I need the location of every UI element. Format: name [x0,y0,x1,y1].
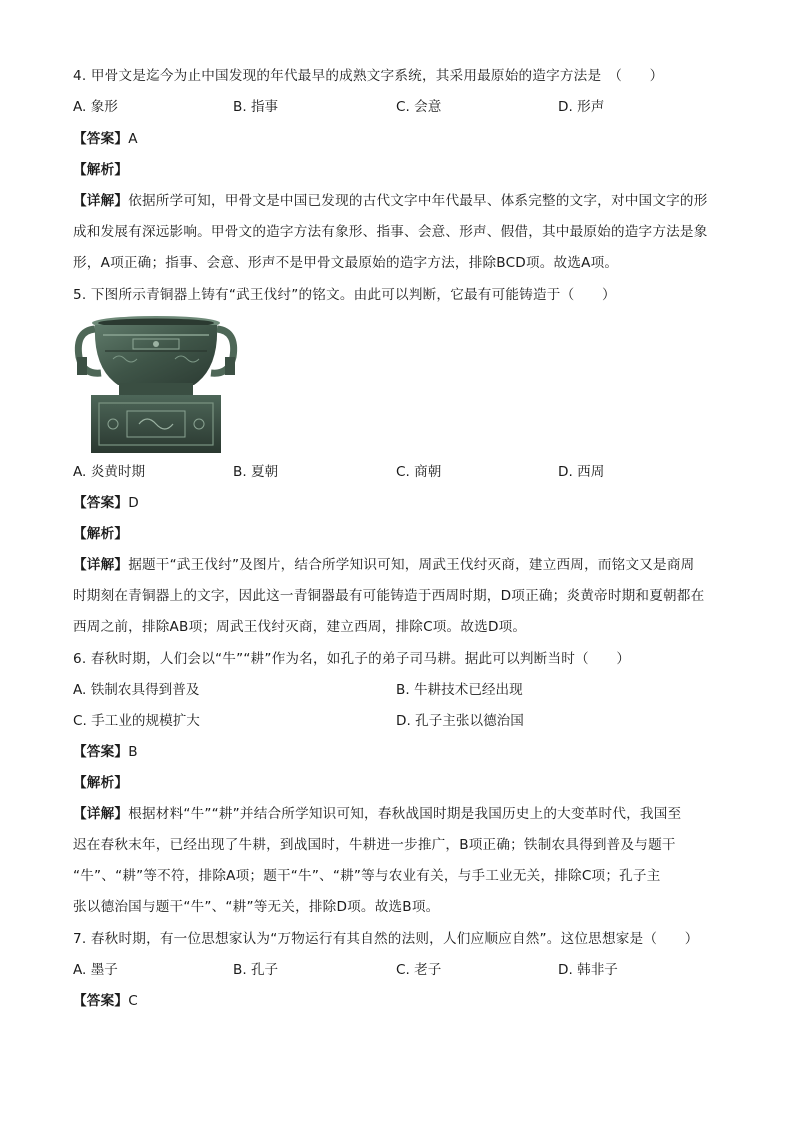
detail-label: 【详解】 [73,557,129,573]
q6-option-c: C. 手工业的规模扩大 [73,713,200,729]
q5-option-b: B. 夏朝 [233,464,279,480]
answer-value: A [128,131,138,147]
q6-answer [73,742,138,762]
answer-label: 【答案】 [73,495,129,511]
q5-stem: 5. 下图所示青铜器上铸有“武王伐纣”的铭文。由此可以判断，它最有可能铸造于（ ） [73,287,616,303]
detail-label: 【详解】 [73,806,129,822]
q4-stem: 4. 甲骨文是迄今为止中国发现的年代最早的成熟文字系统，其采用最原始的造字方法是 （ ） [73,68,664,84]
q7-option-d: D. 韩非子 [558,962,618,978]
q6-analysis-label: 【解析】 [73,775,129,791]
q5-detail-line-1: 【详解】据题干“武王伐纣”及图片，结合所学知识可知，周武王伐纣灭商，建立西周，而铭文又是商周 [73,557,695,573]
answer-value: C [128,993,138,1009]
q4-detail-line-2: 成和发展有深远影响。甲骨文的造字方法有象形、指事、会意、形声、假借，其中最原始的造字方法是象 [73,224,708,240]
q7-stem: 7. 春秋时期，有一位思想家认为“万物运行有其自然的法则，人们应顺应自然”。这位思想家是（ ） [73,931,699,947]
answer-label: 【答案】 [73,993,129,1009]
answer-label: 【答案】 [73,744,129,760]
answer-value: B [128,744,138,760]
q4-detail-line-1: 【详解】依据所学可知，甲骨文是中国已发现的古代文字中年代最早、体系完整的文字，对中国文字的形 [73,193,708,209]
q5-analysis-label: 【解析】 [73,526,129,542]
q4-answer [73,129,138,149]
bronze-gui-vessel-illustration [73,313,240,453]
q6-option-d: D. 孔子主张以德治国 [396,713,524,729]
q5-option-a: A. 炎黄时期 [73,464,146,480]
q5-detail-line-2: 时期刻在青铜器上的文字，因此这一青铜器最有可能铸造于西周时期，D项正确；炎黄帝时期和夏朝都在 [73,588,705,604]
q7-option-b: B. 孔子 [233,962,279,978]
q6-detail-line-4: 张以德治国与题干“牛”、“耕”等无关，排除D项。故选B项。 [73,899,440,915]
q7-option-a: A. 墨子 [73,962,118,978]
q4-option-c: C. 会意 [396,99,442,115]
q7-answer [73,991,138,1011]
q4-detail-line-3: 形，A项正确；指事、会意、形声不是甲骨文最原始的造字方法，排除BCD项。故选A项。 [73,255,619,271]
q6-option-a: A. 铁制农具得到普及 [73,682,200,698]
q5-option-d: D. 西周 [558,464,605,480]
answer-value: D [128,495,139,511]
q4-option-b: B. 指事 [233,99,279,115]
q4-analysis-label: 【解析】 [73,162,129,178]
q4-option-a: A. 象形 [73,99,118,115]
q6-detail-line-1: 【详解】根据材料“牛”“耕”并结合所学知识可知，春秋战国时期是我国历史上的大变革时代，我国至 [73,806,682,822]
answer-label: 【答案】 [73,131,129,147]
bronze-vessel-image [73,313,240,453]
q5-detail-line-3: 西周之前，排除AB项；周武王伐纣灭商，建立西周，排除C项。故选D项。 [73,619,527,635]
q7-option-c: C. 老子 [396,962,442,978]
q6-option-b: B. 牛耕技术已经出现 [396,682,523,698]
detail-label: 【详解】 [73,193,129,209]
q6-detail-line-3: “牛”、“耕”等不符，排除A项；题干“牛”、“耕”等与农业有关，与手工业无关，排除C项；孔子主 [73,868,661,884]
q5-option-c: C. 商朝 [396,464,442,480]
q4-option-d: D. 形声 [558,99,605,115]
q6-detail-line-2: 迟在春秋末年，已经出现了牛耕，到战国时，牛耕进一步推广，B项正确；铁制农具得到普及与题干 [73,837,676,853]
q5-answer [73,493,139,513]
q6-stem: 6. 春秋时期，人们会以“牛”“耕”作为名，如孔子的弟子司马耕。据此可以判断当时（ ） [73,651,631,667]
